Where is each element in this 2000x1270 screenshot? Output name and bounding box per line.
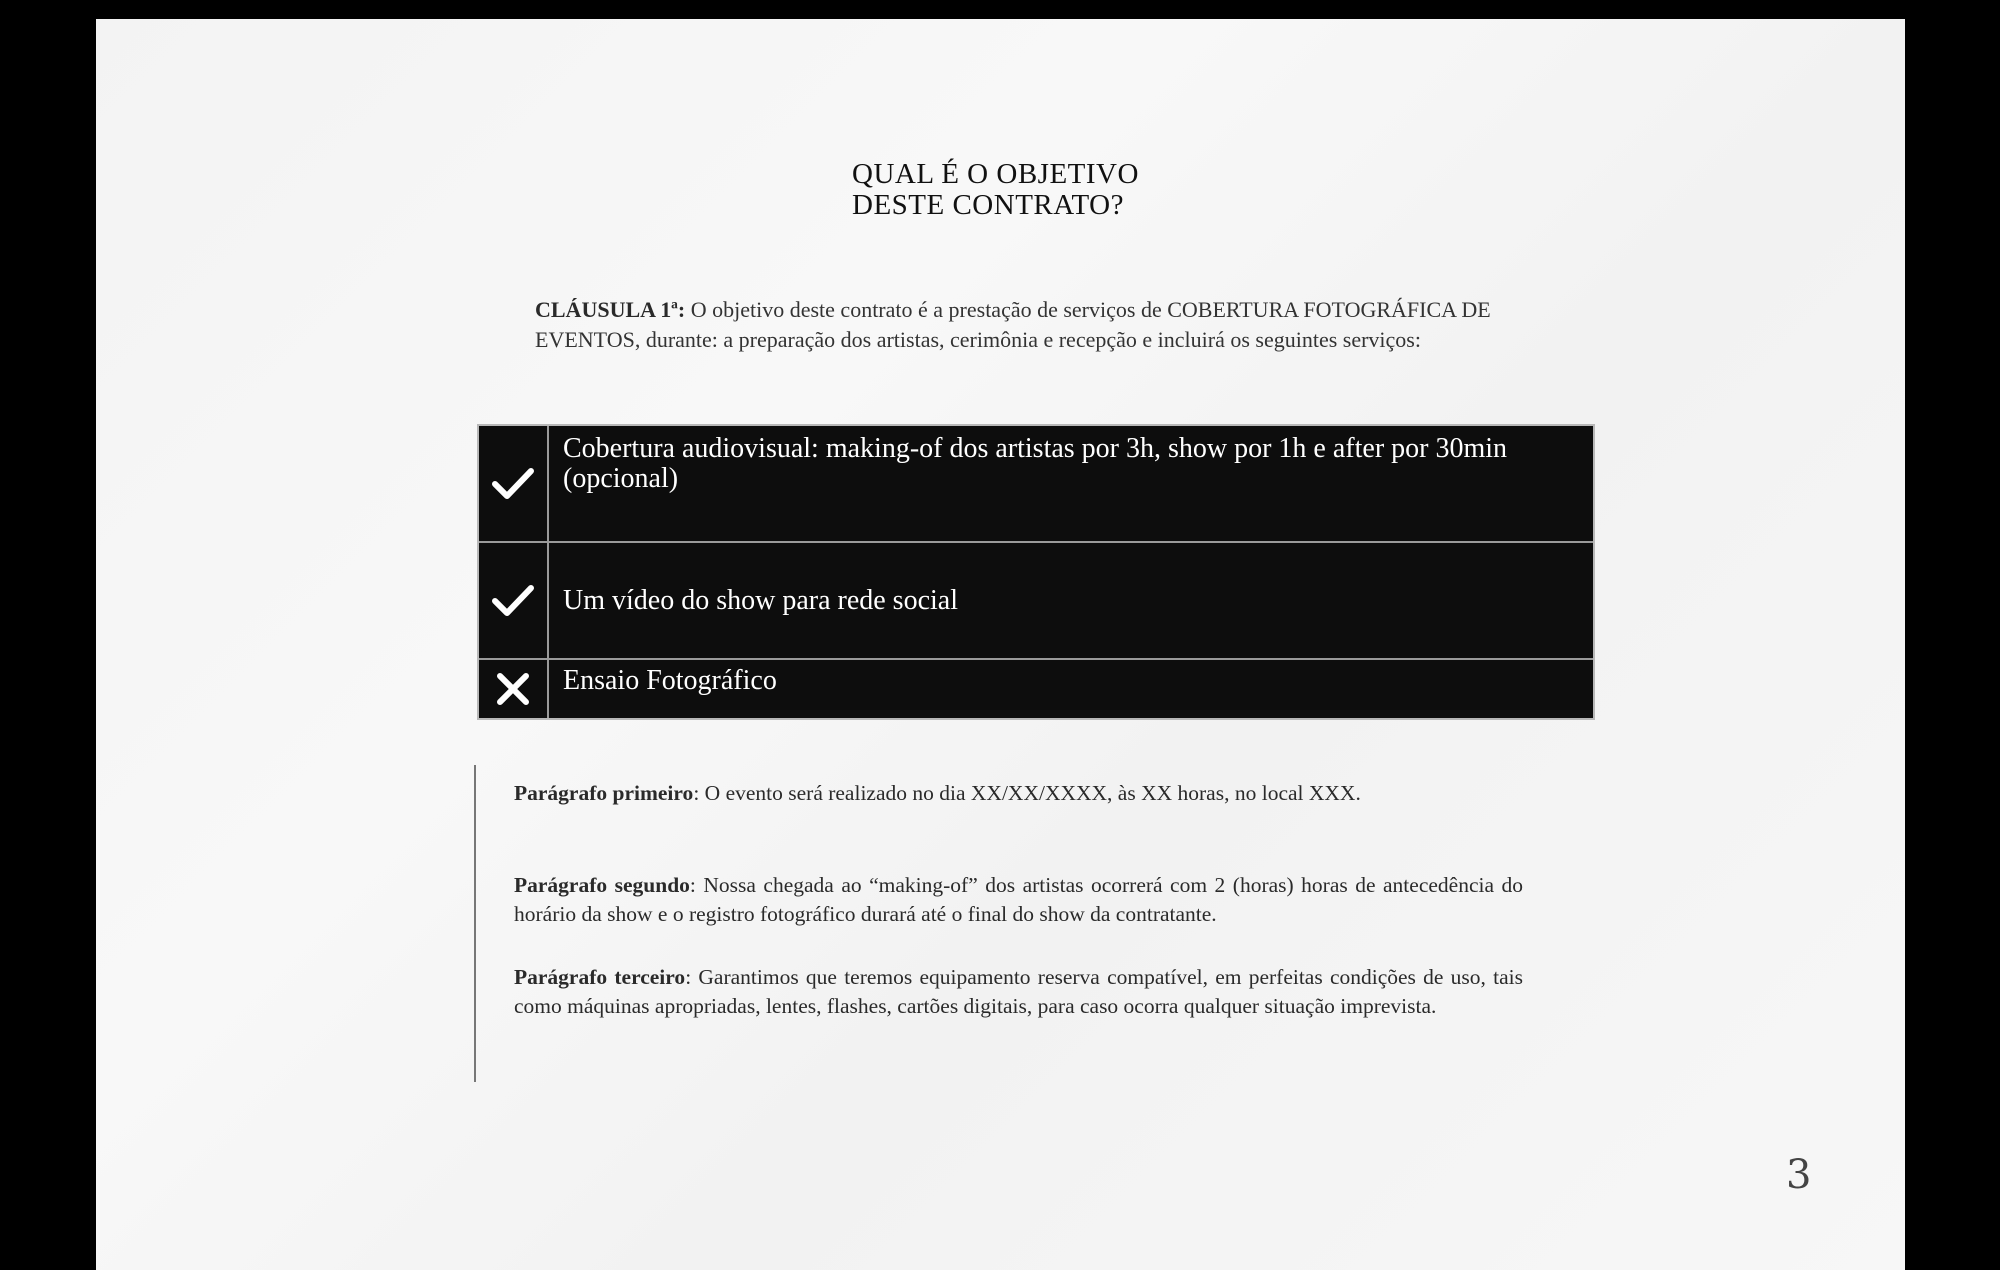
paragraph-third (514, 963, 1523, 1020)
paragraph-heading: Parágrafo primeiro (514, 781, 694, 805)
service-row (479, 660, 1593, 718)
paragraph-second (514, 871, 1523, 928)
check-icon (479, 426, 549, 541)
clause-heading: CLÁUSULA 1ª: (535, 297, 686, 322)
paragraphs-block (474, 765, 1526, 1082)
service-label: Cobertura audiovisual: making-of dos artistas por 3h, show por 1h e after por 30min (opcional) (563, 433, 1508, 494)
service-row (479, 543, 1593, 660)
service-label: Ensaio Fotográfico (563, 665, 777, 696)
document-page (96, 19, 1905, 1270)
paragraph-heading: Parágrafo segundo (514, 873, 690, 897)
x-icon (479, 660, 549, 718)
title-line-2: DESTE CONTRATO? (852, 189, 1124, 221)
title-line-1: QUAL É O OBJETIVO (852, 158, 1139, 190)
service-row (479, 426, 1593, 543)
clause-body: O objetivo deste contrato é a prestação de serviços de COBERTURA FOTOGRÁFICA DE EVENTOS, durante: a preparação dos artistas, cerimônia e recepção e incluirá os seguintes serviços: (535, 297, 1491, 352)
paragraph-first (514, 779, 1523, 808)
clause-text (535, 295, 1535, 355)
page-number: 3 (1786, 1152, 1812, 1198)
services-table (477, 424, 1595, 720)
paragraph-text: : O evento será realizado no dia XX/XX/XXXX, às XX horas, no local XXX. (693, 781, 1361, 805)
page-title (852, 159, 1139, 221)
check-icon (479, 543, 549, 658)
paragraph-text: : Garantimos que teremos equipamento reserva compatível, em perfeitas condições de uso, tais como máquinas apropriadas, lentes, flashes, cartões digitais, para caso ocorra qualquer situação imprevista. (514, 965, 1524, 1018)
paragraph-heading: Parágrafo terceiro (514, 965, 686, 989)
service-label: Um vídeo do show para rede social (563, 584, 958, 616)
paragraph-text: : Nossa chegada ao “making-of” dos artistas ocorrerá com 2 (horas) horas de antecedência do horário da show e o registro fotográfico durará até o final do show da contratante. (514, 873, 1523, 926)
